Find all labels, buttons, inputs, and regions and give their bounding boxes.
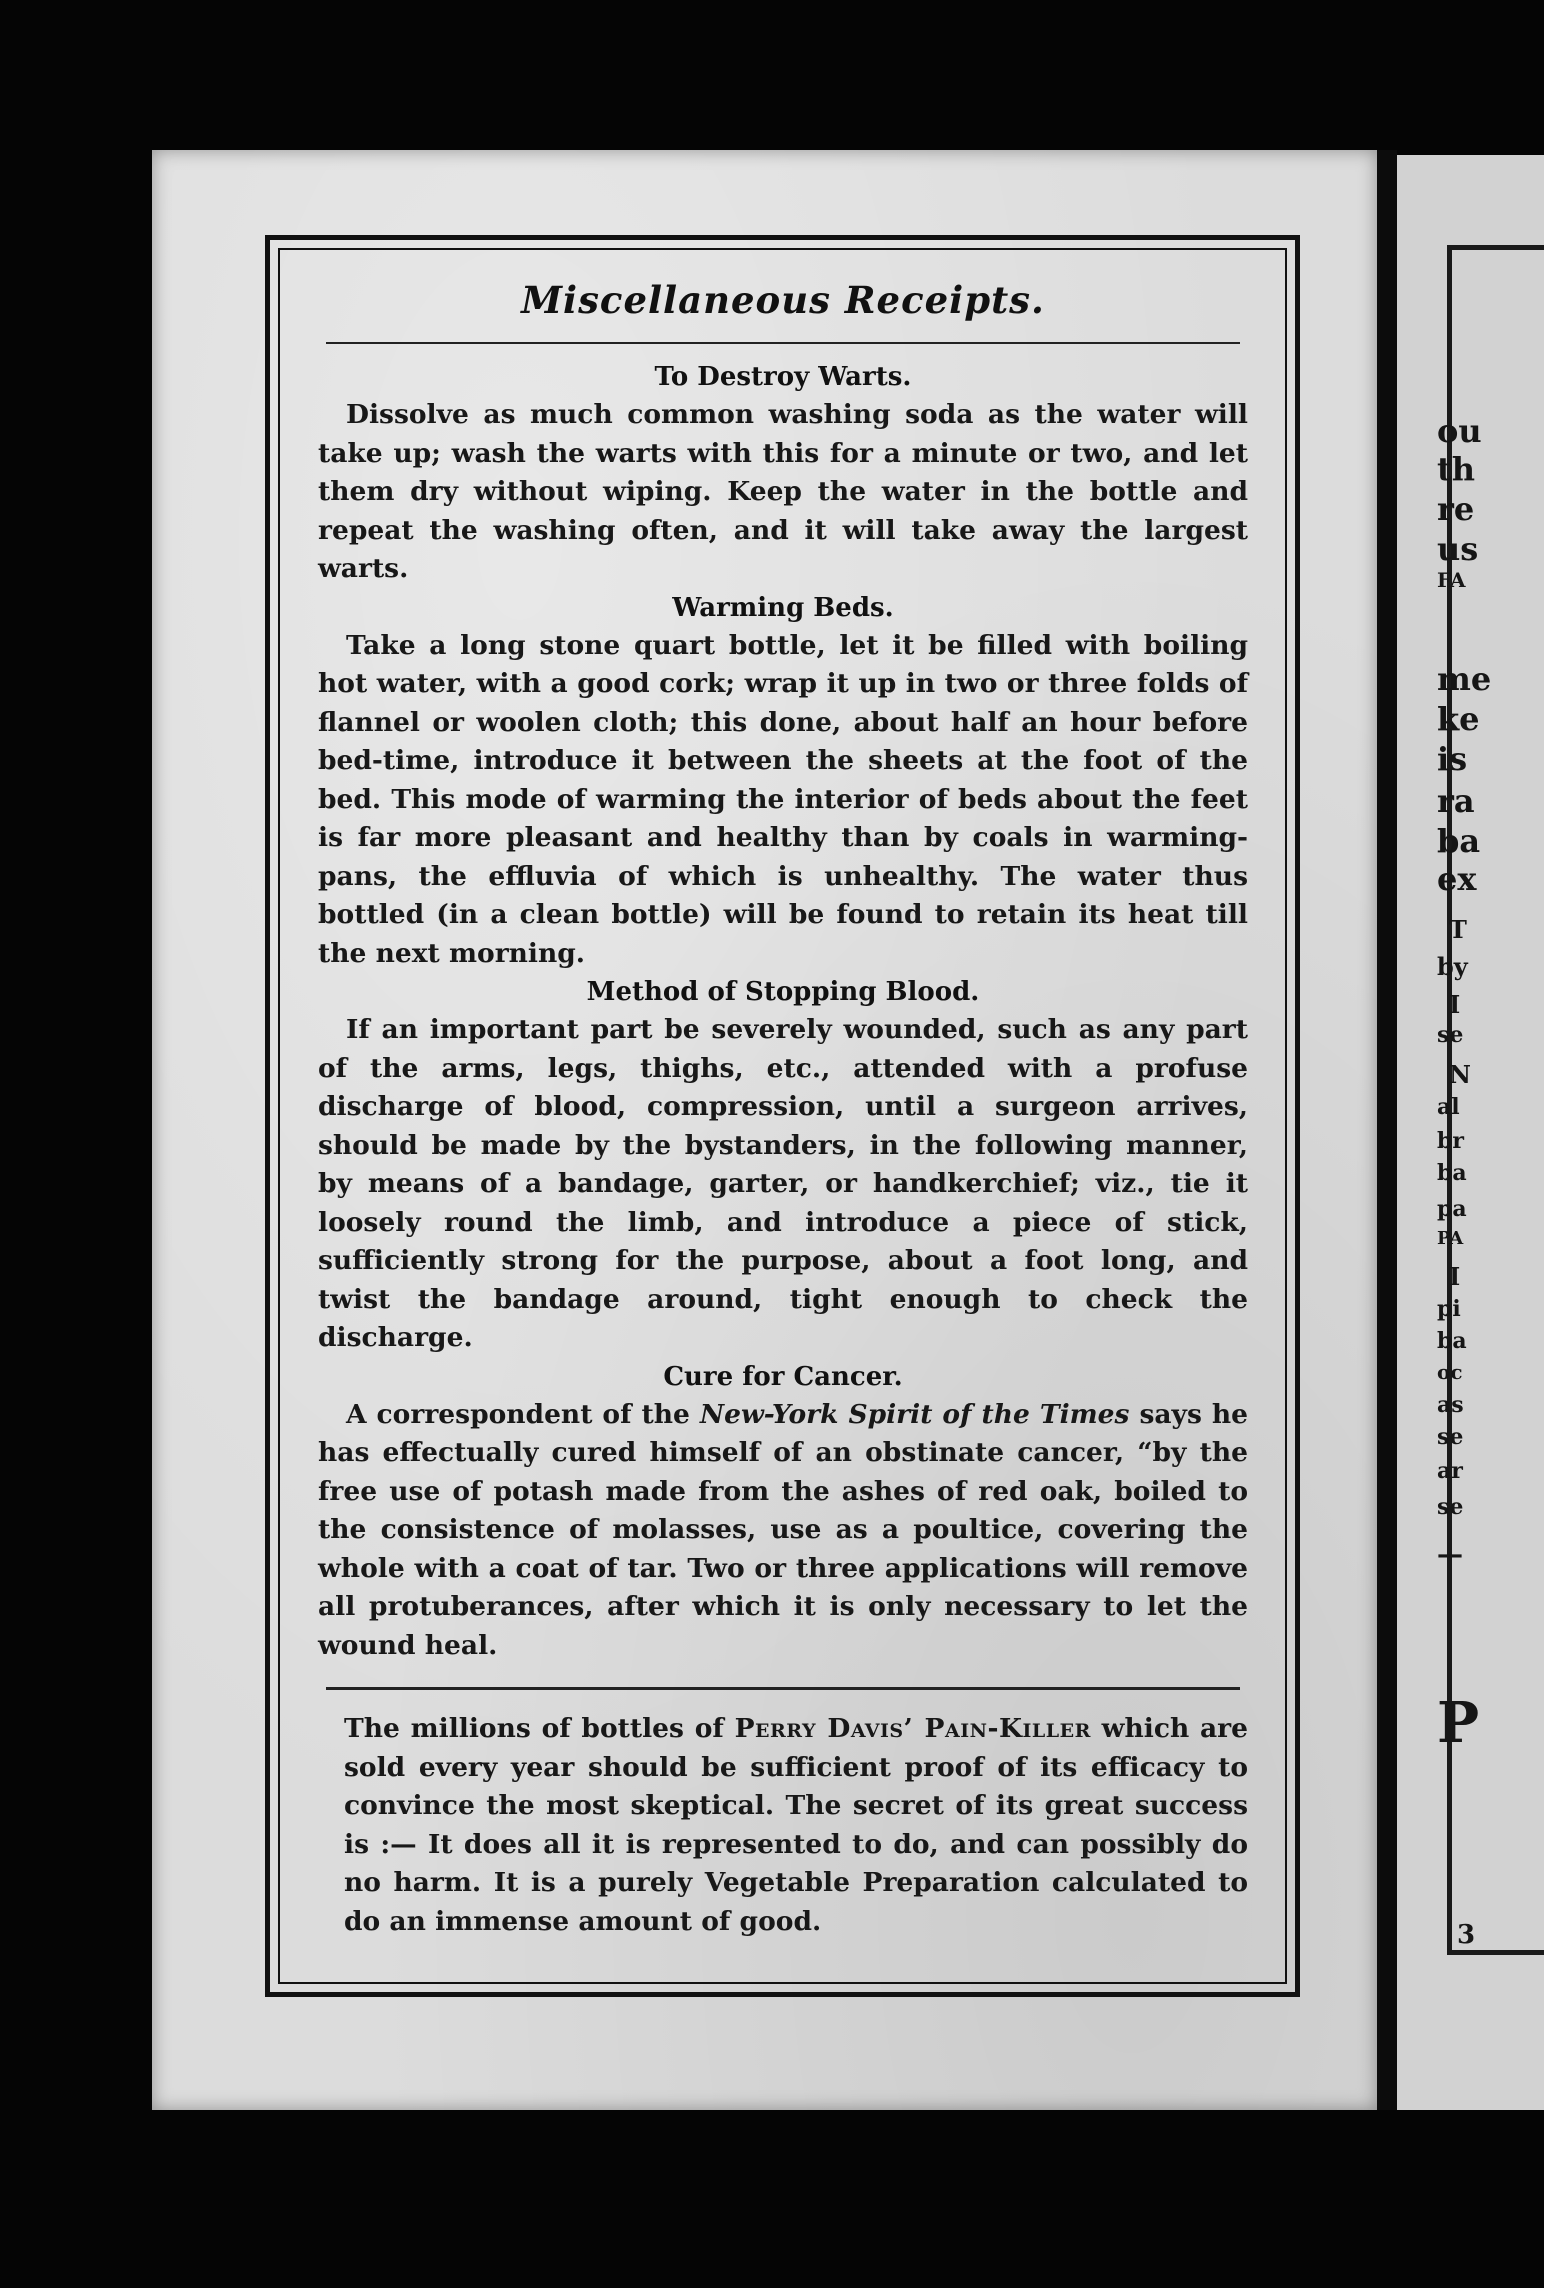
section-warts (318, 358, 1248, 589)
title-rule (326, 342, 1240, 344)
adjacent-page-fragment: ex (1437, 860, 1477, 898)
adjacent-page-fragment: PA (1437, 1228, 1464, 1249)
adjacent-page-fragment: N (1449, 1060, 1471, 1089)
adjacent-page-fragment: re (1437, 490, 1475, 528)
advertisement-block (318, 1710, 1248, 1941)
section-heading: Method of Stopping Blood. (586, 977, 980, 1007)
section-body: Dissolve as much common washing soda as the water will take up; wash the warts with this for a minute or two, and let them dry without wiping. Keep the water in the bottle and repeat the washing often, and it will take away the largest warts. (318, 399, 1248, 584)
adjacent-page-fragment: se (1437, 1022, 1464, 1048)
adjacent-page-fragment: al (1437, 1094, 1460, 1120)
product-name: Perry Davis’ Pain-Killer (734, 1713, 1091, 1744)
adjacent-page-fragment: pa (1437, 1196, 1467, 1222)
page-content (318, 270, 1248, 1941)
adjacent-page-fragment: pi (1437, 1296, 1461, 1322)
adjacent-page-fragment: — (1437, 1540, 1463, 1570)
adjacent-page-fragment: I (1449, 1262, 1461, 1291)
adjacent-page-fragment: ba (1437, 1328, 1467, 1354)
adjacent-page-fragment: 3 (1457, 1920, 1476, 1950)
advertisement-rule (326, 1687, 1240, 1690)
adjacent-page-fragment: I (1449, 990, 1461, 1019)
adjacent-page-fragment: th (1437, 450, 1476, 488)
adjacent-page (1397, 155, 1544, 2110)
page-title: Miscellaneous Receipts. (521, 278, 1045, 322)
section-body: If an important part be severely wounded, such as any part of the arms, legs, thighs, etc., attended with a profuse discharge of blood, compression, until a surgeon arrives, should be made by the bystanders, in the following manner, by means of a bandage, garter, or handkerchief; viz., tie it loosely round the limb, and introduce a piece of stick, sufficiently strong for the purpose, about a foot long, and twist the bandage around, tight enough to check the discharge. (318, 1014, 1248, 1353)
section-cancer (318, 1358, 1248, 1666)
adjacent-page-fragment: as (1437, 1392, 1464, 1418)
adjacent-page-fragment: T (1449, 915, 1467, 944)
page-gutter (1377, 150, 1397, 2110)
adjacent-page-fragment: se (1437, 1424, 1464, 1450)
adjacent-page-fragment: is (1437, 740, 1468, 778)
ad-text: which are sold every year should be sufficient proof of its efficacy to convince the most skeptical. The secret of its great success is :— It does all it is represented to do, and can possibly do no harm. It is a purely Vegetable Preparation calculated to do an immense amount of good. (344, 1713, 1248, 1937)
newspaper-title: New-York Spirit of the Times (699, 1398, 1130, 1430)
adjacent-page-fragment: se (1437, 1494, 1464, 1520)
ad-text: The millions of bottles of (344, 1713, 735, 1744)
adjacent-page-fragment: ba (1437, 822, 1481, 860)
adjacent-page-fragment: me (1437, 660, 1492, 698)
adjacent-page-fragment: ra (1437, 782, 1475, 820)
section-warming-beds (318, 589, 1248, 974)
advertisement-text (344, 1710, 1248, 1941)
section-body: Take a long stone quart bottle, let it be filled with boiling hot water, with a good cork; wrap it up in two or three folds of flannel or woolen cloth; this done, about half an hour before bed-time, introduce it between the sheets at the foot of the bed. This mode of warming the interior of beds about the feet is far more pleasant and healthy than by coals in warming-pans, the effluvia of which is unhealthy. The water thus bottled (in a clean bottle) will be found to retain its heat till the next morning. (318, 629, 1248, 969)
adjacent-page-fragment: by (1437, 952, 1468, 981)
adjacent-page-fragment: ke (1437, 700, 1480, 738)
adjacent-page-fragment: ar (1437, 1458, 1463, 1484)
body-text: A correspondent of the (346, 1398, 700, 1430)
section-heading: To Destroy Warts. (654, 362, 912, 392)
section-stopping-blood (318, 973, 1248, 1358)
adjacent-page-fragment: FA (1437, 568, 1466, 592)
adjacent-page-fragment: P (1437, 1690, 1480, 1756)
adjacent-page-fragment: ou (1437, 412, 1482, 450)
section-heading: Cure for Cancer. (663, 1361, 903, 1392)
adjacent-page-fragment: us (1437, 530, 1479, 568)
adjacent-page-fragment: oc (1437, 1360, 1463, 1384)
body-text: says he has effectually cured himself of an obstinate cancer, “by the free use of potash made from the ashes of red oak, boiled to the consistence of molasses, use as a poultice, covering the whole with a coat of tar. Two or three applications will remove all protuberances, after which it is only necessary to let the wound heal. (318, 1398, 1248, 1661)
section-heading: Warming Beds. (672, 592, 894, 623)
adjacent-page-fragment: br (1437, 1128, 1464, 1154)
adjacent-page-fragment: ba (1437, 1160, 1467, 1186)
section-body (318, 1396, 1248, 1666)
